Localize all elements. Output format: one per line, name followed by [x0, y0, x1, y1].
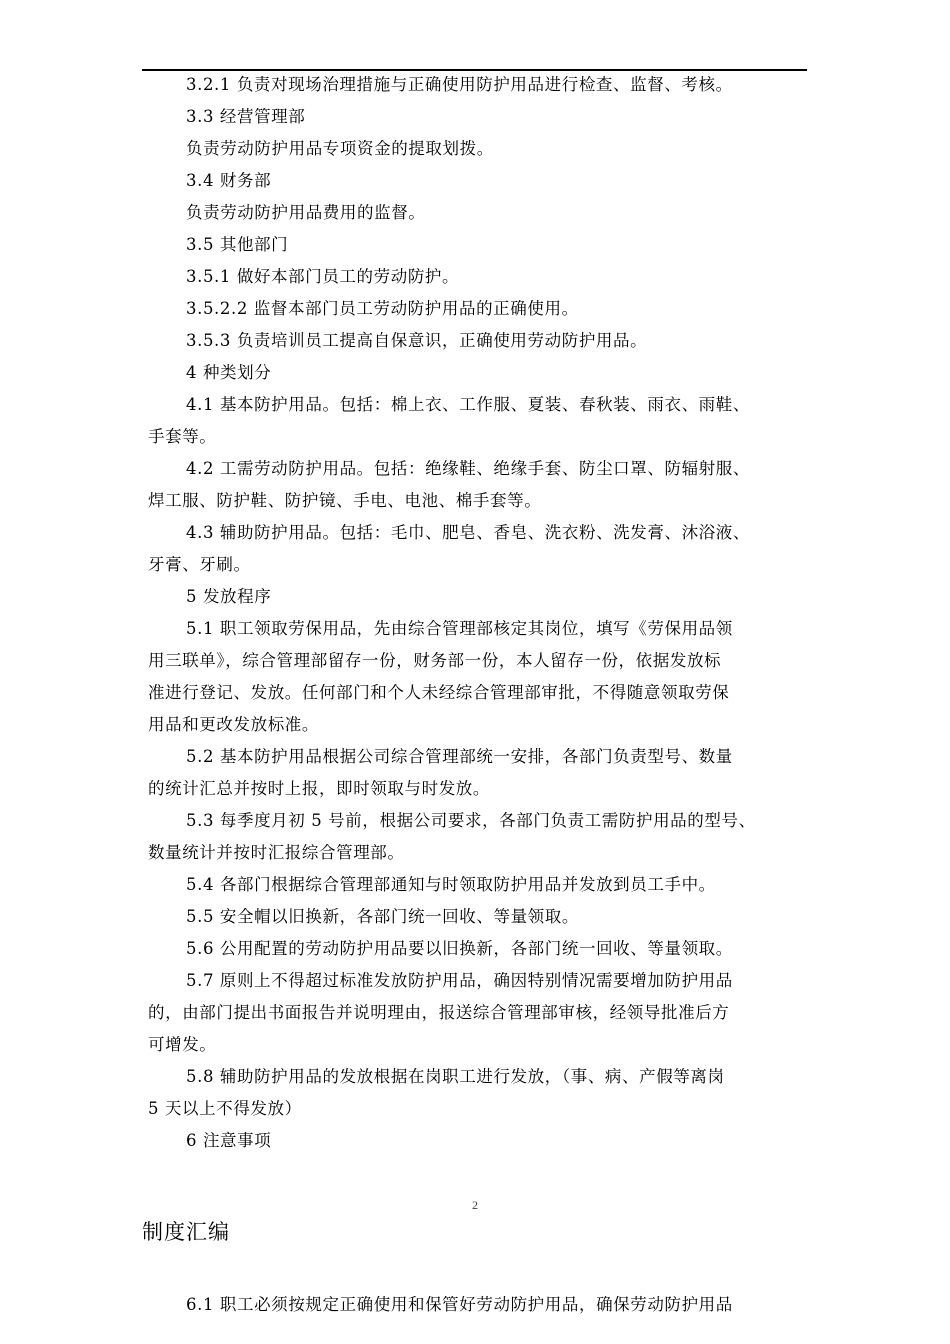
text-line: 的，由部门提出书面报告并说明理由，报送综合管理部审核，经领导批准后方 — [148, 1003, 730, 1022]
next-page-text-line: 6.1 职工必须按规定正确使用和保管好劳动防护用品，确保劳动防护用品 — [186, 1295, 733, 1314]
text-line: 5 天以上不得发放） — [148, 1099, 302, 1118]
page-number: 2 — [472, 1198, 478, 1212]
text-line: 3.5.2.2 监督本部门员工劳动防护用品的正确使用。 — [186, 299, 579, 318]
text-line: 数量统计并按时汇报综合管理部。 — [148, 843, 405, 862]
section-heading: 3.4 财务部 — [186, 171, 272, 190]
text-line: 5.1 职工领取劳保用品，先由综合管理部核定其岗位，填写《劳保用品领 — [186, 619, 733, 638]
text-line: 用三联单》，综合管理部留存一份，财务部一份，本人留存一份，依据发放标 — [148, 651, 722, 670]
text-line: 5.8 辅助防护用品的发放根据在岗职工进行发放，（事、病、产假等离岗 — [186, 1067, 725, 1086]
text-line: 3.5.1 做好本部门员工的劳动防护。 — [186, 267, 460, 286]
text-line: 准进行登记、发放。任何部门和个人未经综合管理部审批，不得随意领取劳保 — [148, 683, 730, 702]
section-heading: 4 种类划分 — [186, 363, 272, 382]
header-rule — [142, 69, 807, 71]
text-line: 可增发。 — [148, 1035, 217, 1054]
text-line: 手套等。 — [148, 427, 217, 446]
text-line: 3.2.1 负责对现场治理措施与正确使用防护用品进行检查、监督、考核。 — [186, 75, 733, 94]
text-line: 牙膏、牙刷。 — [148, 555, 251, 574]
text-line: 5.6 公用配置的劳动防护用品要以旧换新，各部门统一回收、等量领取。 — [186, 939, 733, 958]
text-line: 5.3 每季度月初 5 号前，根据公司要求，各部门负责工需防护用品的型号、 — [186, 811, 756, 830]
section-heading: 5 发放程序 — [186, 587, 272, 606]
text-line: 5.4 各部门根据综合管理部通知与时领取防护用品并发放到员工手中。 — [186, 875, 716, 894]
section-heading: 3.3 经营管理部 — [186, 107, 306, 126]
text-line: 焊工服、防护鞋、防护镜、手电、电池、棉手套等。 — [148, 491, 542, 510]
text-line: 5.2 基本防护用品根据公司综合管理部统一安排，各部门负责型号、数量 — [186, 747, 733, 766]
text-line: 负责劳动防护用品专项资金的提取划拨。 — [186, 139, 494, 158]
text-line: 用品和更改发放标准。 — [148, 715, 319, 734]
section-heading: 3.5 其他部门 — [186, 235, 289, 254]
text-line: 5.5 安全帽以旧换新，各部门统一回收、等量领取。 — [186, 907, 579, 926]
text-line: 负责劳动防护用品费用的监督。 — [186, 203, 426, 222]
text-line: 4.1 基本防护用品。包括：棉上衣、工作服、夏装、春秋装、雨衣、雨鞋、 — [186, 395, 750, 414]
section-heading: 6 注意事项 — [186, 1131, 272, 1150]
document-collection-title: 制度汇编 — [142, 1220, 230, 1244]
text-line: 5.7 原则上不得超过标准发放防护用品，确因特别情况需要增加防护用品 — [186, 971, 733, 990]
text-line: 的统计汇总并按时上报，即时领取与时发放。 — [148, 779, 490, 798]
text-line: 3.5.3 负责培训员工提高自保意识，正确使用劳动防护用品。 — [186, 331, 648, 350]
text-line: 4.3 辅助防护用品。包括：毛巾、肥皂、香皂、洗衣粉、洗发膏、沐浴液、 — [186, 523, 750, 542]
text-line: 4.2 工需劳动防护用品。包括：绝缘鞋、绝缘手套、防尘口罩、防辐射服、 — [186, 459, 750, 478]
